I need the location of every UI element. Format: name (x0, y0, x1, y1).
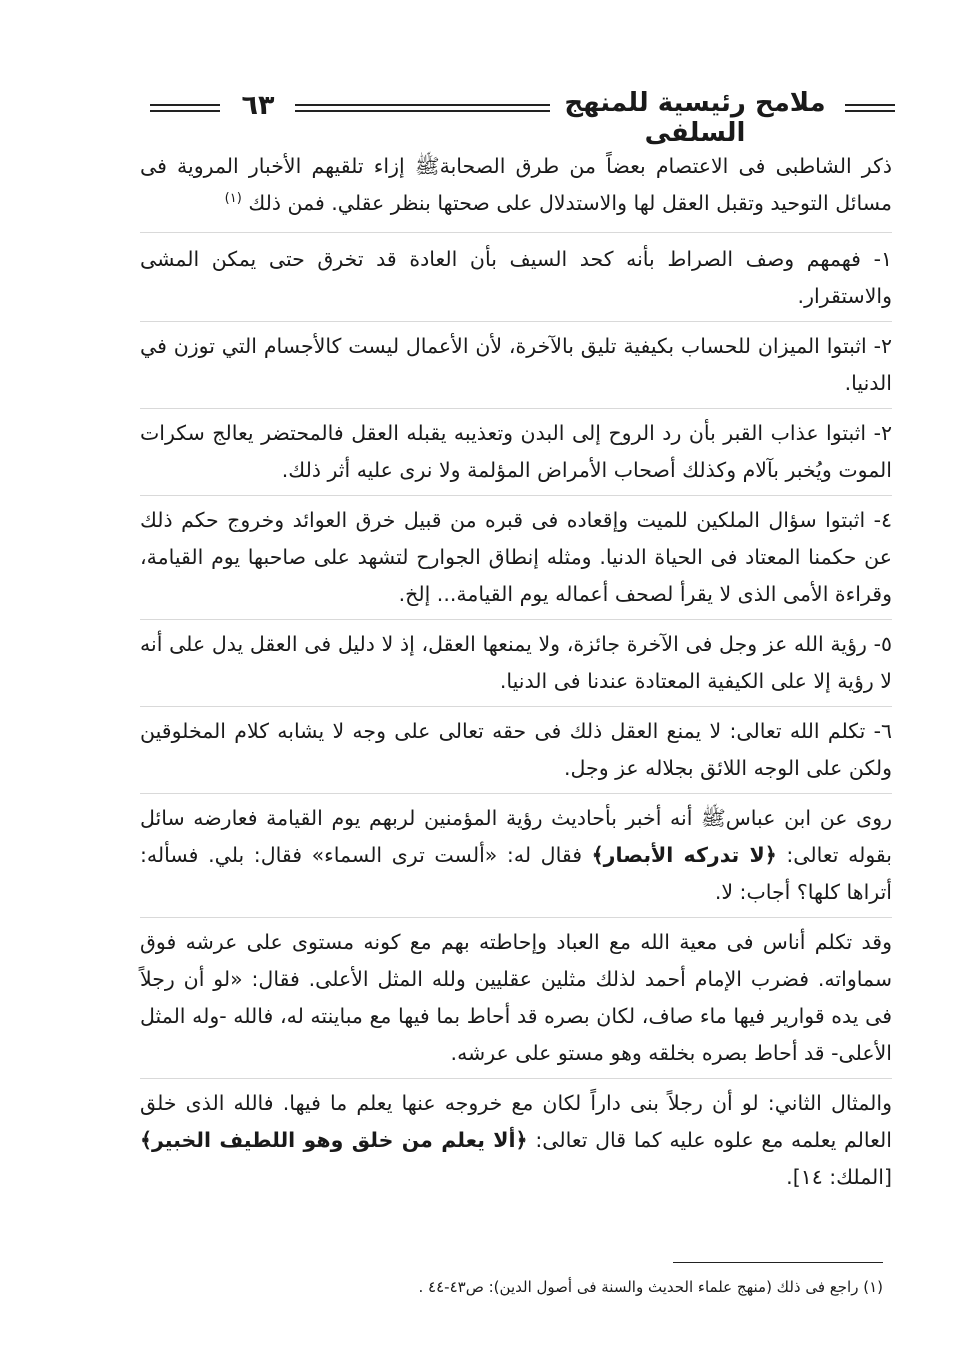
paragraph-second-example-text-b: [الملك: ١٤]. (786, 1165, 892, 1189)
paragraph-item-1: ١- فهمهم وصف الصراط بأنه كحد السيف بأن العادة قد تخرق حتى يمكن المشى والاستقرار. (140, 241, 892, 322)
quran-quote-2: ﴿ألا يعلم من خلق وهو اللطيف الخبير﴾ (140, 1128, 528, 1152)
footnote-marker: (١) (224, 191, 242, 207)
running-title: ملامح رئيسية للمنهج السلفى (564, 88, 826, 148)
paragraph-item-5: ٥- رؤية الله عز وجل فى الآخرة جائزة، ولا يمنعها العقل، إذ لا دليل فى العقل يدل على أنه لا رؤية إلا على الكيفية المعتادة عندنا فى الدنيا. (140, 626, 892, 707)
paragraph-ibn-abbas-text-a: روى عن ابن عباسﷺ أنه أخبر بأحاديث رؤية المؤمنين لربهم يوم القيامة فعارضه سائل بقوله تعالى: (140, 806, 892, 867)
paragraph-imam-ahmad: وقد تكلم أناس فى معية الله مع العباد وإحاطته بهم مع كونه مستوى على عرشه فوق سماواته. فضرب الإمام أحمد لذلك مثلين عقليين ولله المثل الأعلى. فقال: «لو أن رجلاً فى يده قوارير فيها ماء صاف، لكان بصره قد أحاط بما فيها مع مباينته له، فالله -وله المثل الأعلى- قد أحاط بصره بخلقه وهو مستو على عرشه. (140, 924, 892, 1079)
paragraph-item-2: ٢- اثبتوا الميزان للحساب بكيفية تليق بالآخرة، لأن الأعمال ليست كالأجسام التي توزن في الدنيا. (140, 328, 892, 409)
running-header (140, 88, 900, 148)
body-text (140, 148, 892, 1208)
footnote-rule (673, 1262, 883, 1263)
header-rule-right (845, 104, 895, 116)
paragraph-ibn-abbas (140, 800, 892, 918)
paragraph-ibn-abbas-text-b: فقال له: «ألست ترى السماء» فقال: بلي. فسأله: أتراها كلها؟ أجاب: لا. (140, 843, 892, 904)
paragraph-item-6: ٦- تكلم الله تعالى: لا يمنع العقل ذلك فى حقه تعالى على وجه لا يشابه كلام المخلوقين ولكن على الوجه اللائق بجلاله عز وجل. (140, 713, 892, 794)
paragraph-intro-text: ذكر الشاطبى فى الاعتصام بعضاً من طرق الصحابةﷺ إزاء تلقيهم الأخبار المروية فى مسائل التوحيد وتقبل العقل لها والاستدلال على صحتها بنظر عقلي. فمن ذلك (140, 154, 892, 215)
paragraph-second-example-text-a: والمثال الثاني: لو أن رجلاً بنى داراً لكان مع خروجه عنها يعلم ما فيها. فالله الذى خلق العالم يعلمه مع علوه عليه كما قال تعالى: (140, 1091, 892, 1152)
header-rule-middle (295, 104, 550, 116)
paragraph-item-3: ٢- اثبتوا عذاب القبر بأن رد الروح إلى البدن وتعذيبه يقبله العقل فالمحتضر يعالج سكرات الموت ويُخبر بآلام وكذلك أصحاب الأمراض المؤلمة ولا نرى عليه أثر ذلك. (140, 415, 892, 496)
paragraph-intro (140, 148, 892, 233)
footnote: (١) راجع فى ذلك (منهج علماء الحديث والسنة فى أصول الدين): ص٤٣-٤٤ . (418, 1278, 883, 1296)
paragraph-second-example (140, 1085, 892, 1202)
header-rule-left (150, 104, 220, 116)
paragraph-item-4: ٤- اثبتوا سؤال الملكين للميت وإقعاده فى قبره من قبيل خرق العوائد وخروج حكم ذلك عن حكمنا المعتاد فى الحياة الدنيا. ومثله إنطاق الجوارح لتشهد على صاحبها يوم القيامة، وقراءة الأمى الذى لا يقرأ لصحف أعماله يوم القيامة... إلخ. (140, 502, 892, 620)
page-number: ٦٣ (241, 90, 275, 121)
quran-quote-1: ﴿لا تدركه الأبصار﴾ (591, 843, 777, 867)
